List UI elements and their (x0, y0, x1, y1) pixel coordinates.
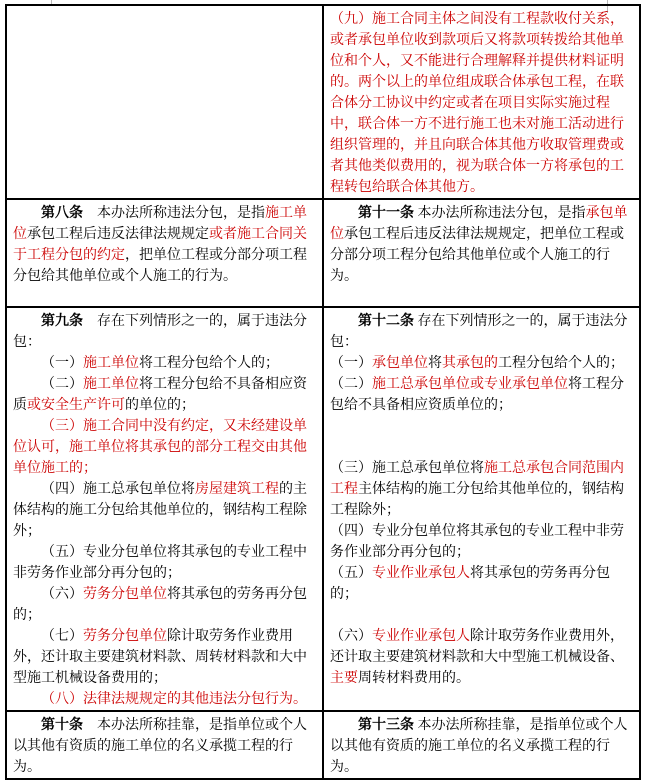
paragraph (330, 521, 635, 563)
body-text: 工程分包给个人的； (498, 356, 624, 371)
body-text: 将工程分包给个人的； (139, 356, 279, 371)
revision-highlight-text: 承包单位 (330, 206, 628, 242)
body-text: 第十三条 (358, 718, 414, 733)
table-cell-left (6, 307, 323, 711)
body-text: （四）施工总承包单位将 (41, 482, 195, 497)
body-text: （七） (41, 629, 83, 644)
revision-highlight-text: （八）法律法规规定的其他违法分包行为。 (41, 692, 307, 707)
body-text: 除计取劳务作业费用外，还计取主要建筑材料款和大中型施工机械设备、 (330, 629, 624, 665)
revision-highlight-text: 专业作业承包人 (372, 566, 470, 581)
revision-highlight-text: 劳务分包单位 (83, 587, 167, 602)
paragraph (13, 416, 318, 479)
paragraph (330, 203, 635, 287)
revision-highlight-text: 其承包的 (442, 356, 498, 371)
paragraph (330, 458, 635, 521)
body-text: 本办法所称违法分包，是指 (83, 206, 265, 221)
body-text: 将工程分包给不具备相应资质 (13, 377, 307, 413)
body-text: （五） (330, 566, 372, 581)
paragraph (13, 311, 318, 353)
revision-highlight-text: 施工总承包合同范围内工程 (330, 461, 624, 497)
revision-highlight-text: 主要 (330, 671, 358, 686)
table-cell-left (6, 5, 323, 199)
revision-highlight-text: 施工单位 (83, 377, 139, 392)
body-text: （四）专业分包单位将其承包的专业工程中非劳务作业部分再分包的； (330, 524, 624, 560)
revision-highlight-text: 施工单位 (83, 356, 139, 371)
revision-highlight-text: 房屋建筑工程 (195, 482, 279, 497)
body-text: 本办法所称违法分包，是指 (414, 206, 586, 221)
body-text: 承包工程后违反法律法规规定 (27, 227, 209, 242)
revision-highlight-text: 专业作业承包人 (372, 629, 470, 644)
table-cell-right (323, 307, 640, 711)
table-row-clipped (6, 711, 640, 779)
table-cell-left (6, 711, 323, 779)
body-text: 第十一条 (358, 206, 414, 221)
paragraph (13, 542, 318, 584)
body-text: （一） (330, 356, 372, 371)
body-text: 本办法所称挂靠，是指单位或个人以其他有资质的施工单位的名义承揽工程的行为。 (13, 718, 307, 775)
body-text: 将 (428, 356, 442, 371)
table-cell-right (323, 199, 640, 307)
paragraph (330, 715, 635, 778)
revision-highlight-text: （三）施工合同中没有约定，又未经建设单位认可，施工单位将其承包的部分工程交由其他单位施工的； (13, 419, 307, 476)
body-text: （二） (41, 377, 83, 392)
body-text: （二） (330, 377, 372, 392)
paragraph (330, 374, 635, 416)
revision-highlight-text: 承包单位 (372, 356, 428, 371)
blank-line (330, 416, 635, 437)
revision-highlight-text: （九）施工合同主体之间没有工程款收付关系，或者承包单位收到款项后又将款项转拨给其他单位和个人，又不能进行合理解释并提供材料证明的。两个以上的单位组成联合体承包工程，在联合体分工协议中约定或者在项目实际实施过程中，联合体一方不进行施工也未对施工活动进行组织管理的，并且向联合体其他方收取管理费或者其他类似费用的，视为联合体一方将承包的工程转包给联合体其他方。 (330, 12, 624, 195)
body-text: 第十二条 (358, 314, 414, 329)
table-row (6, 5, 640, 199)
body-text: 的单位的； (125, 398, 195, 413)
blank-line (330, 437, 635, 458)
table-cell-right (323, 5, 640, 199)
paragraph (13, 203, 318, 287)
body-text: 的主体结构的施工分包给其他单位的，钢结构工程除外； (13, 482, 307, 539)
body-text: （五）专业分包单位将其承包的专业工程中非劳务作业部分再分包的； (13, 545, 307, 581)
paragraph (13, 353, 318, 374)
paragraph (13, 689, 318, 710)
body-text: （三）施工总承包单位将 (330, 461, 484, 476)
revision-highlight-text: 或者施工合同关于工程分包的约定 (13, 227, 307, 263)
paragraph (330, 353, 635, 374)
table-cell-left (6, 199, 323, 307)
body-text: 本办法所称挂靠，是指单位或个人以其他有资质的施工单位的名义承揽工程的行为。 (330, 718, 628, 775)
body-text: 将工程分包给不具备相应资质单位的； (330, 377, 624, 413)
body-text: ，把单位工程或分部分项工程分包给其他单位或个人施工的行为。 (13, 248, 307, 284)
paragraph (330, 311, 635, 353)
body-text: （六） (330, 629, 372, 644)
revision-highlight-text: 施工单位 (13, 206, 307, 242)
table-row (6, 199, 640, 307)
paragraph (330, 626, 635, 689)
paragraph (330, 563, 635, 605)
paragraph (13, 479, 318, 542)
revision-highlight-text: 施工总承包单位或专业承包单位 (372, 377, 568, 392)
comparison-table (5, 4, 641, 780)
blank-line (330, 605, 635, 626)
body-text: 主体结构的施工分包给其他单位的，钢结构工程除外； (330, 482, 624, 518)
body-text: 将其承包的劳务再分包的； (13, 587, 307, 623)
body-text: 存在下列情形之一的，属于违法分包： (330, 314, 628, 350)
paragraph (13, 374, 318, 416)
body-text: 存在下列情形之一的，属于违法分包： (13, 314, 307, 350)
revision-highlight-text: 或安全生产许可 (27, 398, 125, 413)
paragraph (330, 9, 635, 198)
body-text: 周转材料费用的。 (358, 671, 470, 686)
paragraph (13, 626, 318, 689)
body-text: （六） (41, 587, 83, 602)
body-text: 第十条 (41, 718, 83, 733)
revision-highlight-text: 劳务分包单位 (83, 629, 167, 644)
body-text: 第九条 (41, 314, 83, 329)
table-cell-right (323, 711, 640, 779)
body-text: 承包工程后违反法律法规规定，把单位工程或分部分项工程分包给其他单位或个人施工的行为。 (330, 227, 624, 284)
body-text: 将其承包的劳务再分包的； (330, 566, 610, 602)
paragraph (13, 584, 318, 626)
body-text: （一） (41, 356, 83, 371)
table-row (6, 307, 640, 711)
body-text: 第八条 (41, 206, 83, 221)
body-text: 除计取劳务作业费用外，还计取主要建筑材料款、周转材料款和大中型施工机械设备费用的； (13, 629, 307, 686)
paragraph (13, 715, 318, 778)
